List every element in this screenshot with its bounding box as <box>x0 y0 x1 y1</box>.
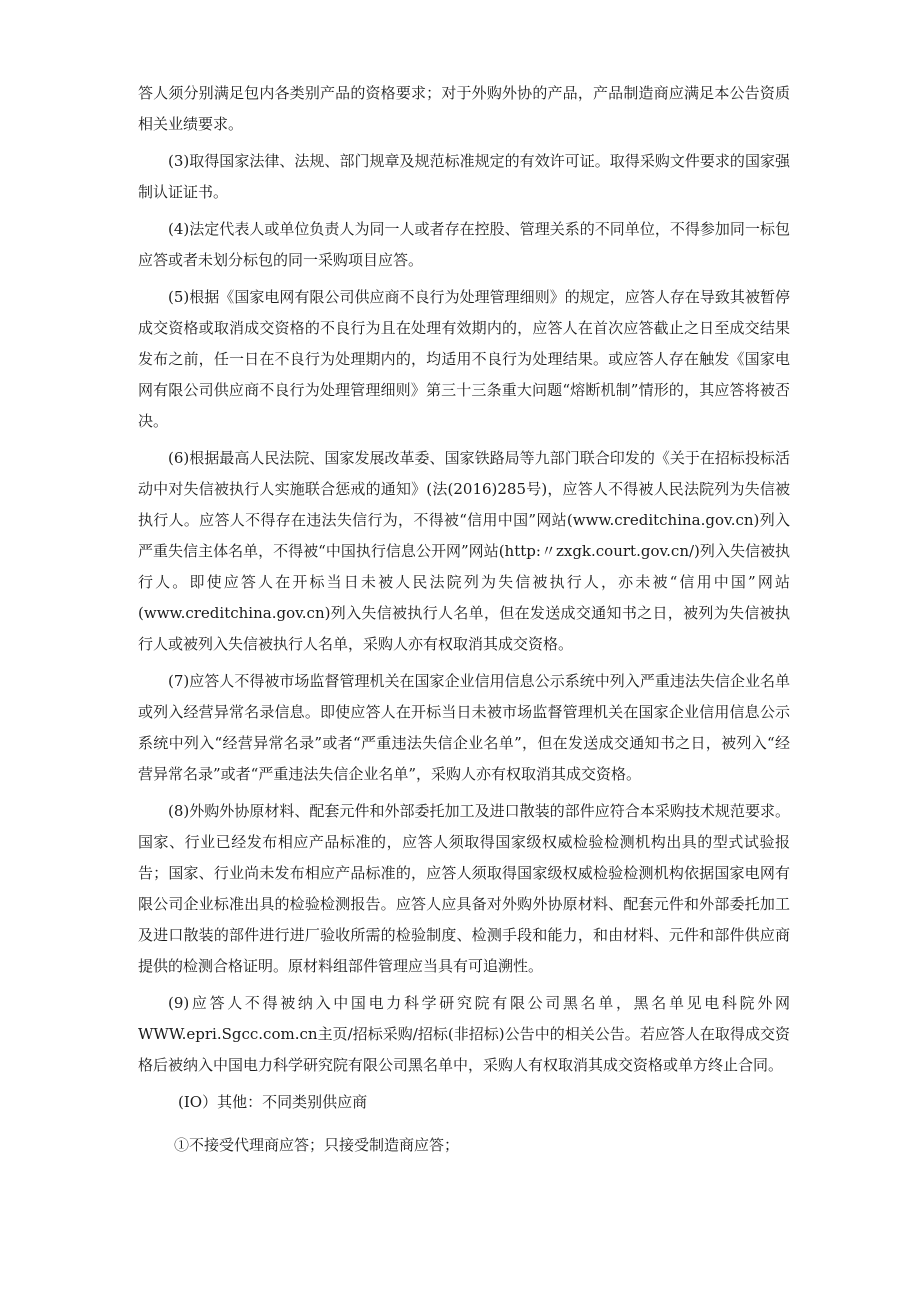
paragraph-bad-behavior: (5)根据《国家电网有限公司供应商不良行为处理管理细则》的规定，应答人存在导致其被暂停成交资格或取消成交资格的不良行为且在处理有效期内的，应答人在首次应答截止之日至成交结果发布之前，任一日在不良行为处理期内的，均适用不良行为处理结果。或应答人存在触发《国家电网有限公司供应商不良行为处理管理细则》第三十三条重大问题“熔断机制”情形的，其应答将被否决。 <box>138 288 790 430</box>
paragraph-dishonest-executee: (6)根据最高人民法院、国家发展改革委、国家铁路局等九部门联合印发的《关于在招标投标活动中对失信被执行人实施联合惩戒的通知》(法(2016)285号)，应答人不得被人民法院列为失信被执行人。应答人不得存在违法失信行为，不得被“信用中国”网站(www.creditchina.gov.cn)列入严重失信主体名单，不得被“中国执行信息公开网”网站(http:〃zxgk.court.gov.cn/)列入失信被执行人。即使应答人在开标当日未被人民法院列为失信被执行人，亦未被“信用中国”网站(www.creditchina.gov.cn)列入失信被执行人名单，但在发送成交通知书之日，被列为失信被执行人或被列入失信被执行人名单，采购人亦有权取消其成交资格。 <box>138 449 790 653</box>
paragraph-license-requirement: (3)取得国家法律、法规、部门规章及规范标准规定的有效许可证。取得采购文件要求的国家强制认证证书。 <box>138 152 790 201</box>
paragraph-continuation: 答人须分别满足包内各类别产品的资格要求；对于外购外协的产品，产品制造商应满足本公告资质相关业绩要求。 <box>138 84 790 133</box>
document-page <box>138 78 790 1167</box>
paragraph-outsourced-materials: (8)外购外协原材料、配套元件和外部委托加工及进口散装的部件应符合本采购技术规范要求。国家、行业已经发布相应产品标准的，应答人须取得国家级权威检验检测机构出具的型式试验报告；国家、行业尚未发布相应产品标准的，应答人须取得国家级权威检验检测机构依据国家电网有限公司企业标准出具的检验检测报告。应答人应具备对外购外协原材料、配套元件和外部委托加工及进口散装的部件进行进厂验收所需的检验制度、检测手段和能力，和由材料、元件和部件供应商提供的检测合格证明。原材料组部件管理应当具有可追溯性。 <box>138 802 790 975</box>
paragraph-market-supervision: (7)应答人不得被市场监督管理机关在国家企业信用信息公示系统中列入严重违法失信企业名单或列入经营异常名录信息。即使应答人在开标当日未被市场监督管理机关在国家企业信用信息公示系统中列入“经营异常名录”或者“严重违法失信企业名单”，但在发送成交通知书之日，被列入“经营异常名录”或者“严重违法失信企业名单”，采购人亦有权取消其成交资格。 <box>138 672 790 783</box>
paragraph-other-supplier-types: (IO）其他：不同类别供应商 <box>178 1093 368 1111</box>
paragraph-blacklist: (9)应答人不得被纳入中国电力科学研究院有限公司黑名单，黑名单见电科院外网WWW.epri.Sgcc.com.cn主页/招标采购/招标(非招标)公告中的相关公告。若应答人在取得成交资格后被纳入中国电力科学研究院有限公司黑名单中，采购人有权取消其成交资格或单方终止合同。 <box>138 994 790 1074</box>
paragraph-manufacturer-only: ①不接受代理商应答；只接受制造商应答； <box>174 1136 460 1154</box>
paragraph-related-units: (4)法定代表人或单位负责人为同一人或者存在控股、管理关系的不同单位，不得参加同一标包应答或者未划分标包的同一采购项目应答。 <box>138 220 790 269</box>
